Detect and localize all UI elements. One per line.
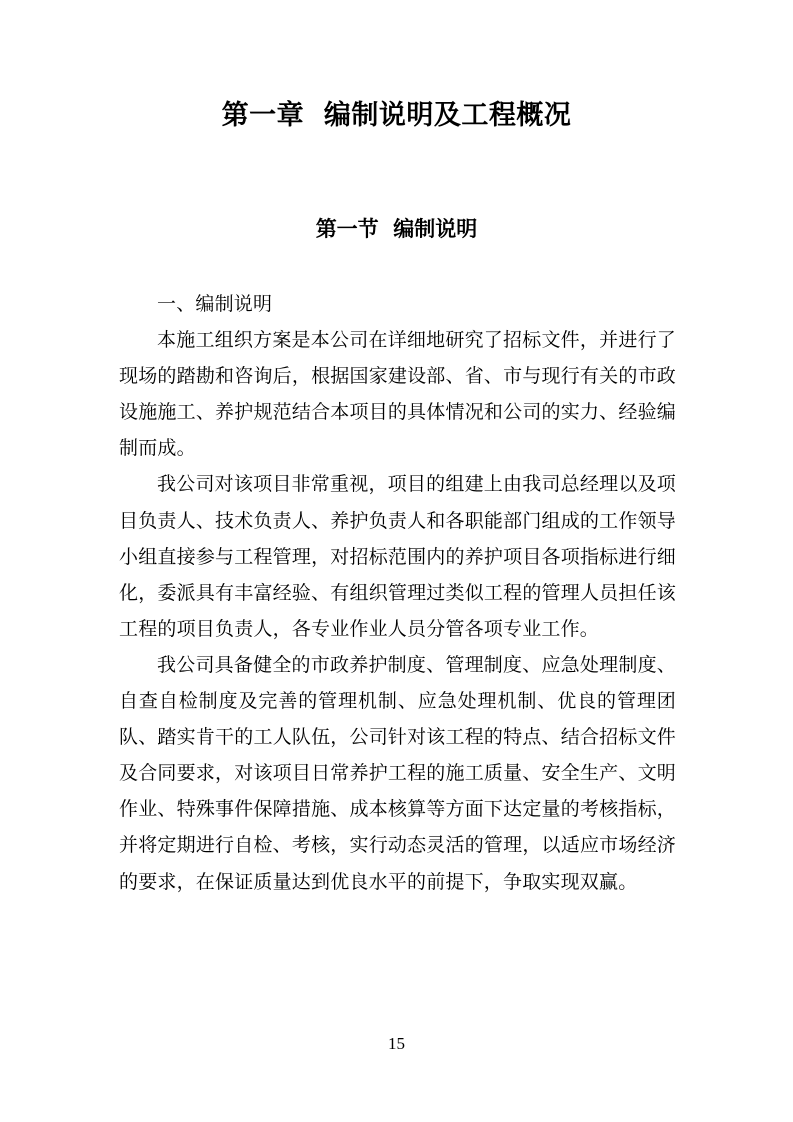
page-number: 15 <box>388 1034 405 1053</box>
body-text <box>119 286 676 900</box>
paragraph: 本施工组织方案是本公司在详细地研究了招标文件，并进行了现场的踏勘和咨询后，根据国家建设部、省、市与现行有关的市政设施施工、养护规范结合本项目的具体情况和公司的实力、经验编制而成。 <box>119 329 676 460</box>
paragraph: 我公司具备健全的市政养护制度、管理制度、应急处理制度、自查自检制度及完善的管理机制、应急处理机制、优良的管理团队、踏实肯干的工人队伍，公司针对该工程的特点、结合招标文件及合同要求，对该项目日常养护工程的施工质量、安全生产、文明作业、特殊事件保障措施、成本核算等方面下达定量的考核指标，并将定期进行自检、考核，实行动态灵活的管理，以适应市场经济的要求，在保证质量达到优良水平的前提下，争取实现双赢。 <box>119 653 676 893</box>
paragraph: 我公司对该项目非常重视，项目的组建上由我司总经理以及项目负责人、技术负责人、养护负责人和各职能部门组成的工作领导小组直接参与工程管理，对招标范围内的养护项目各项指标进行细化，委派具有丰富经验、有组织管理过类似工程的管理人员担任该工程的项目负责人，各专业作业人员分管各项专业工作。 <box>119 473 676 640</box>
subheading: 一、编制说明 <box>157 293 273 315</box>
section-title: 第一节 编制说明 <box>315 217 478 241</box>
chapter-title: 第一章 编制说明及工程概况 <box>221 100 572 131</box>
